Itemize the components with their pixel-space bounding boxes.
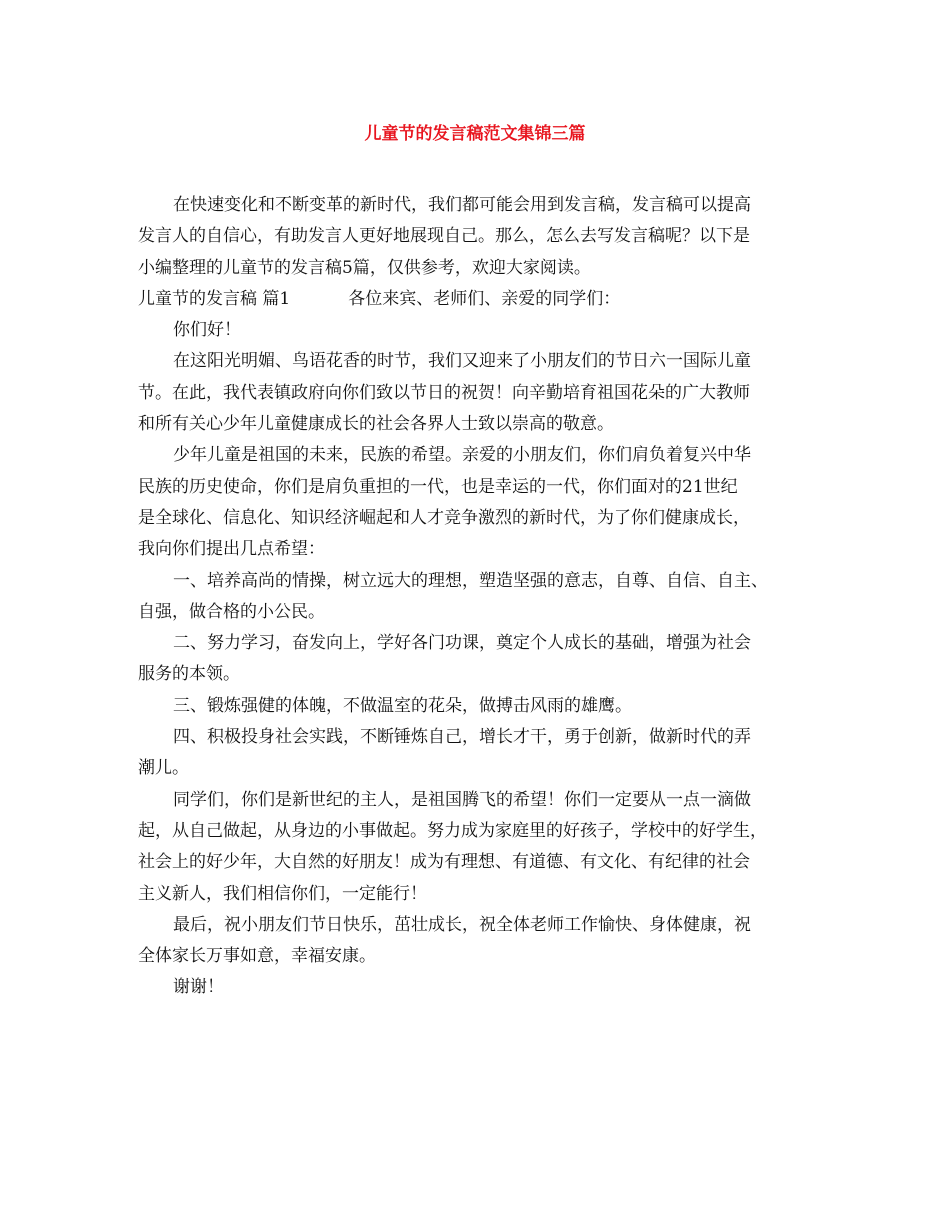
text-line: 三、锻炼强健的体魄，不做温室的花朵，做搏击风雨的雄鹰。 (173, 695, 632, 716)
text-line: 一、培养高尚的情操，树立远大的理想，塑造坚强的意志，自尊、自信、自主、 (173, 570, 768, 591)
greeting: 你们好！ (173, 320, 241, 341)
salutation: 各位来宾、老师们、亲爱的同学们： (348, 288, 621, 309)
closing: 谢谢！ (173, 977, 224, 998)
text-line: 二、努力学习，奋发向上，学好各门功课，奠定个人成长的基础，增强为社会 (173, 633, 751, 654)
text-line: 在这阳光明媚、鸟语花香的时节，我们又迎来了小朋友们的节日六一国际儿童 (173, 351, 751, 372)
section-heading: 儿童节的发言稿 篇1 (138, 288, 291, 309)
speech-paragraph (138, 346, 828, 440)
text-line: 发言人的自信心，有助发言人更好地展现自己。那么，怎么去写发言稿呢？以下是 (138, 226, 750, 247)
text-line: 节。在此，我代表镇政府向你们致以节日的祝贺！向辛勤培育祖国花朵的广大教师 (138, 382, 750, 403)
speech-body (138, 346, 828, 972)
text-line: 民族的历史使命，你们是肩负重担的一代，也是幸运的一代，你们面对的21世纪 (138, 476, 738, 497)
text-line: 起，从自己做起，从身边的小事做起。努力成为家庭里的好孩子，学校中的好学生， (138, 820, 767, 841)
section-heading-line (138, 284, 828, 315)
text-line: 最后，祝小朋友们节日快乐，茁壮成长，祝全体老师工作愉快、身体健康，祝 (173, 914, 751, 935)
text-line: 主义新人，我们相信你们，一定能行！ (138, 883, 427, 904)
text-line: 同学们，你们是新世纪的主人，是祖国腾飞的希望！你们一定要从一点一滴做 (173, 789, 751, 810)
text-line: 全体家长万事如意，幸福安康。 (138, 946, 376, 967)
text-line: 四、积极投身社会实践，不断锤炼自己，增长才干，勇于创新，做新时代的弄 (173, 727, 751, 748)
text-line: 服务的本领。 (138, 664, 240, 685)
speech-paragraph (138, 566, 828, 629)
intro-paragraph (138, 190, 828, 284)
speech-paragraph (138, 722, 828, 785)
text-line: 是全球化、信息化、知识经济崛起和人才竞争激烈的新时代，为了你们健康成长， (138, 507, 750, 528)
text-line: 少年儿童是祖国的未来，民族的希望。亲爱的小朋友们，你们肩负着复兴中华 (173, 445, 751, 466)
text-line: 小编整理的儿童节的发言稿5篇，仅供参考，欢迎大家阅读。 (138, 257, 591, 278)
text-line: 我向你们提出几点希望： (138, 539, 325, 560)
speech-paragraph (138, 785, 828, 910)
speech-paragraph (138, 628, 828, 691)
text-line: 社会上的好少年，大自然的好朋友！成为有理想、有道德、有文化、有纪律的社会 (138, 852, 750, 873)
speech-paragraph (138, 910, 828, 973)
text-line: 潮儿。 (138, 758, 189, 779)
text-line: 在快速变化和不断变革的新时代，我们都可能会用到发言稿，发言稿可以提高 (173, 195, 751, 215)
document-title: 儿童节的发言稿范文集锦三篇 (364, 124, 586, 144)
speech-paragraph (138, 691, 828, 722)
text-line: 和所有关心少年儿童健康成长的社会各界人士致以崇高的敬意。 (138, 414, 614, 435)
document-body (138, 190, 828, 1004)
text-line: 自强，做合格的小公民。 (138, 601, 325, 622)
speech-paragraph (138, 440, 828, 565)
